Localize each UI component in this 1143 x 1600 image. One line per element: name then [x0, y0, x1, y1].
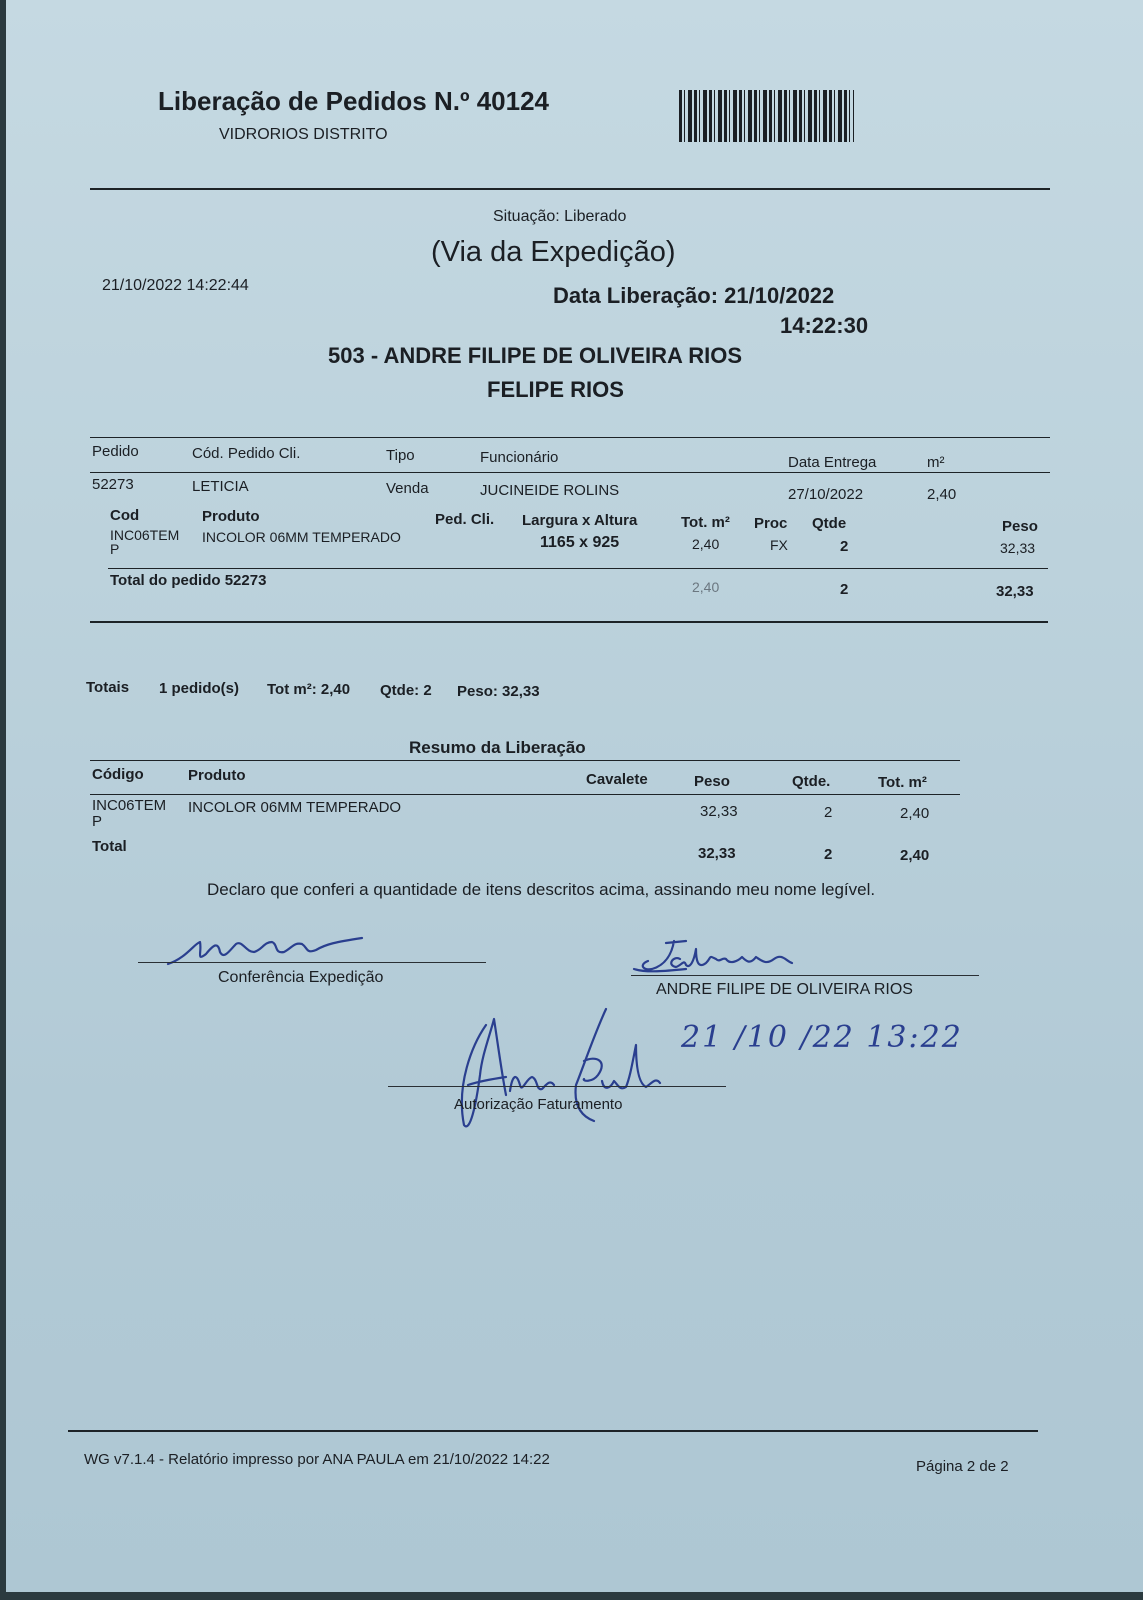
item-header-dimensoes: Largura x Altura — [522, 512, 638, 529]
item-tot-m2: 2,40 — [692, 536, 720, 552]
conference-signature-line — [138, 962, 486, 963]
item-dimensions: 1165 x 925 — [540, 534, 620, 551]
barcode — [679, 90, 854, 142]
item-header-qtde: Qtde — [812, 515, 847, 532]
client-signature — [626, 935, 806, 980]
summary-peso: 32,33 — [700, 803, 738, 820]
order-delivery-date: 27/10/2022 — [788, 486, 864, 503]
summary-total-peso: 32,33 — [698, 845, 736, 862]
totals-m2: Tot m²: 2,40 — [267, 681, 351, 698]
summary-top-border — [90, 760, 960, 761]
col-header-tipo: Tipo — [386, 447, 415, 464]
summary-product: INCOLOR 06MM TEMPERADO — [188, 799, 402, 816]
status-text: Situação: Liberado — [493, 208, 627, 225]
summary-header-produto: Produto — [188, 767, 246, 784]
totals-label: Totais — [86, 679, 130, 696]
customer-nickname: FELIPE RIOS — [487, 377, 624, 402]
col-header-funcionario: Funcionário — [480, 449, 559, 466]
conference-label: Conferência Expedição — [218, 969, 384, 986]
document-page — [6, 0, 1143, 1592]
item-code-line1: INC06TEM — [110, 527, 180, 543]
client-order-code: LETICIA — [192, 478, 249, 495]
authorization-signature-line — [388, 1086, 726, 1087]
item-header-cod: Cod — [110, 507, 140, 524]
col-header-data-entrega: Data Entrega — [788, 454, 877, 471]
summary-total-tot-m2: 2,40 — [900, 847, 930, 864]
item-proc: FX — [770, 537, 788, 553]
summary-header-peso: Peso — [694, 773, 730, 790]
footer-printed-by: WG v7.1.4 - Relatório impresso por ANA PAULA em 21/10/2022 14:22 — [84, 1451, 550, 1468]
item-code-line2: P — [110, 541, 120, 557]
col-header-cod-cli: Cód. Pedido Cli. — [192, 445, 301, 462]
summary-tot-m2: 2,40 — [900, 805, 930, 822]
client-signature-label: ANDRE FILIPE DE OLIVEIRA RIOS — [656, 981, 913, 998]
item-header-ped-cli: Ped. Cli. — [435, 511, 495, 528]
item-total-divider — [108, 568, 1048, 569]
item-peso: 32,33 — [1000, 540, 1036, 556]
summary-total-label: Total — [92, 838, 127, 855]
totals-orders: 1 pedido(s) — [159, 680, 240, 697]
release-date: Data Liberação: 21/10/2022 — [553, 283, 835, 308]
order-total-label: Total do pedido 52273 — [110, 572, 267, 589]
item-header-produto: Produto — [202, 508, 260, 525]
authorization-signature — [446, 1005, 666, 1135]
handwritten-date: 21 /10 /22 13:22 — [681, 1020, 963, 1055]
print-timestamp: 21/10/2022 14:22:44 — [102, 277, 249, 294]
order-employee: JUCINEIDE ROLINS — [480, 482, 620, 499]
summary-header-cavalete: Cavalete — [586, 771, 648, 788]
col-header-m2: m² — [927, 454, 945, 471]
col-header-pedido: Pedido — [92, 443, 139, 460]
summary-code-line1: INC06TEM — [92, 797, 167, 814]
declaration-text: Declaro que conferi a quantidade de itens descritos acima, assinando meu nome legível. — [207, 880, 876, 899]
order-table-top-border — [90, 437, 1050, 438]
order-m2: 2,40 — [927, 486, 957, 503]
summary-title: Resumo da Liberação — [409, 738, 586, 757]
copy-type-title: (Via da Expedição) — [431, 236, 676, 268]
authorization-label: Autorização Faturamento — [454, 1096, 623, 1113]
order-header-divider — [90, 472, 1050, 473]
order-total-peso: 32,33 — [996, 583, 1034, 600]
order-table-bottom-border — [90, 621, 1048, 623]
summary-header-qtde: Qtde. — [792, 773, 831, 790]
footer-divider — [68, 1430, 1038, 1432]
item-header-proc: Proc — [754, 515, 788, 532]
totals-peso: Peso: 32,33 — [457, 683, 540, 700]
summary-header-tot-m2: Tot. m² — [878, 774, 927, 791]
summary-total-qtde: 2 — [824, 846, 833, 863]
company-name: VIDRORIOS DISTRITO — [219, 126, 388, 143]
order-type: Venda — [386, 480, 429, 497]
order-number: 52273 — [92, 476, 134, 493]
customer-name: 503 - ANDRE FILIPE DE OLIVEIRA RIOS — [328, 343, 742, 368]
footer-page-number: Página 2 de 2 — [916, 1458, 1009, 1475]
summary-qtde: 2 — [824, 804, 833, 821]
client-signature-line — [631, 975, 979, 976]
item-product: INCOLOR 06MM TEMPERADO — [202, 529, 401, 545]
release-time: 14:22:30 — [780, 313, 869, 338]
totals-qtde: Qtde: 2 — [380, 682, 432, 699]
order-total-qtde: 2 — [840, 581, 849, 598]
item-qtde: 2 — [840, 538, 849, 555]
item-header-peso: Peso — [1002, 518, 1038, 535]
order-total-m2: 2,40 — [692, 579, 720, 595]
conference-signature — [166, 930, 376, 970]
summary-code-line2: P — [92, 813, 103, 830]
document-title: Liberação de Pedidos N.º 40124 — [158, 86, 549, 116]
summary-header-codigo: Código — [92, 766, 144, 783]
item-header-tot-m2: Tot. m² — [681, 514, 730, 531]
summary-header-divider — [90, 794, 960, 795]
header-divider — [90, 188, 1050, 190]
